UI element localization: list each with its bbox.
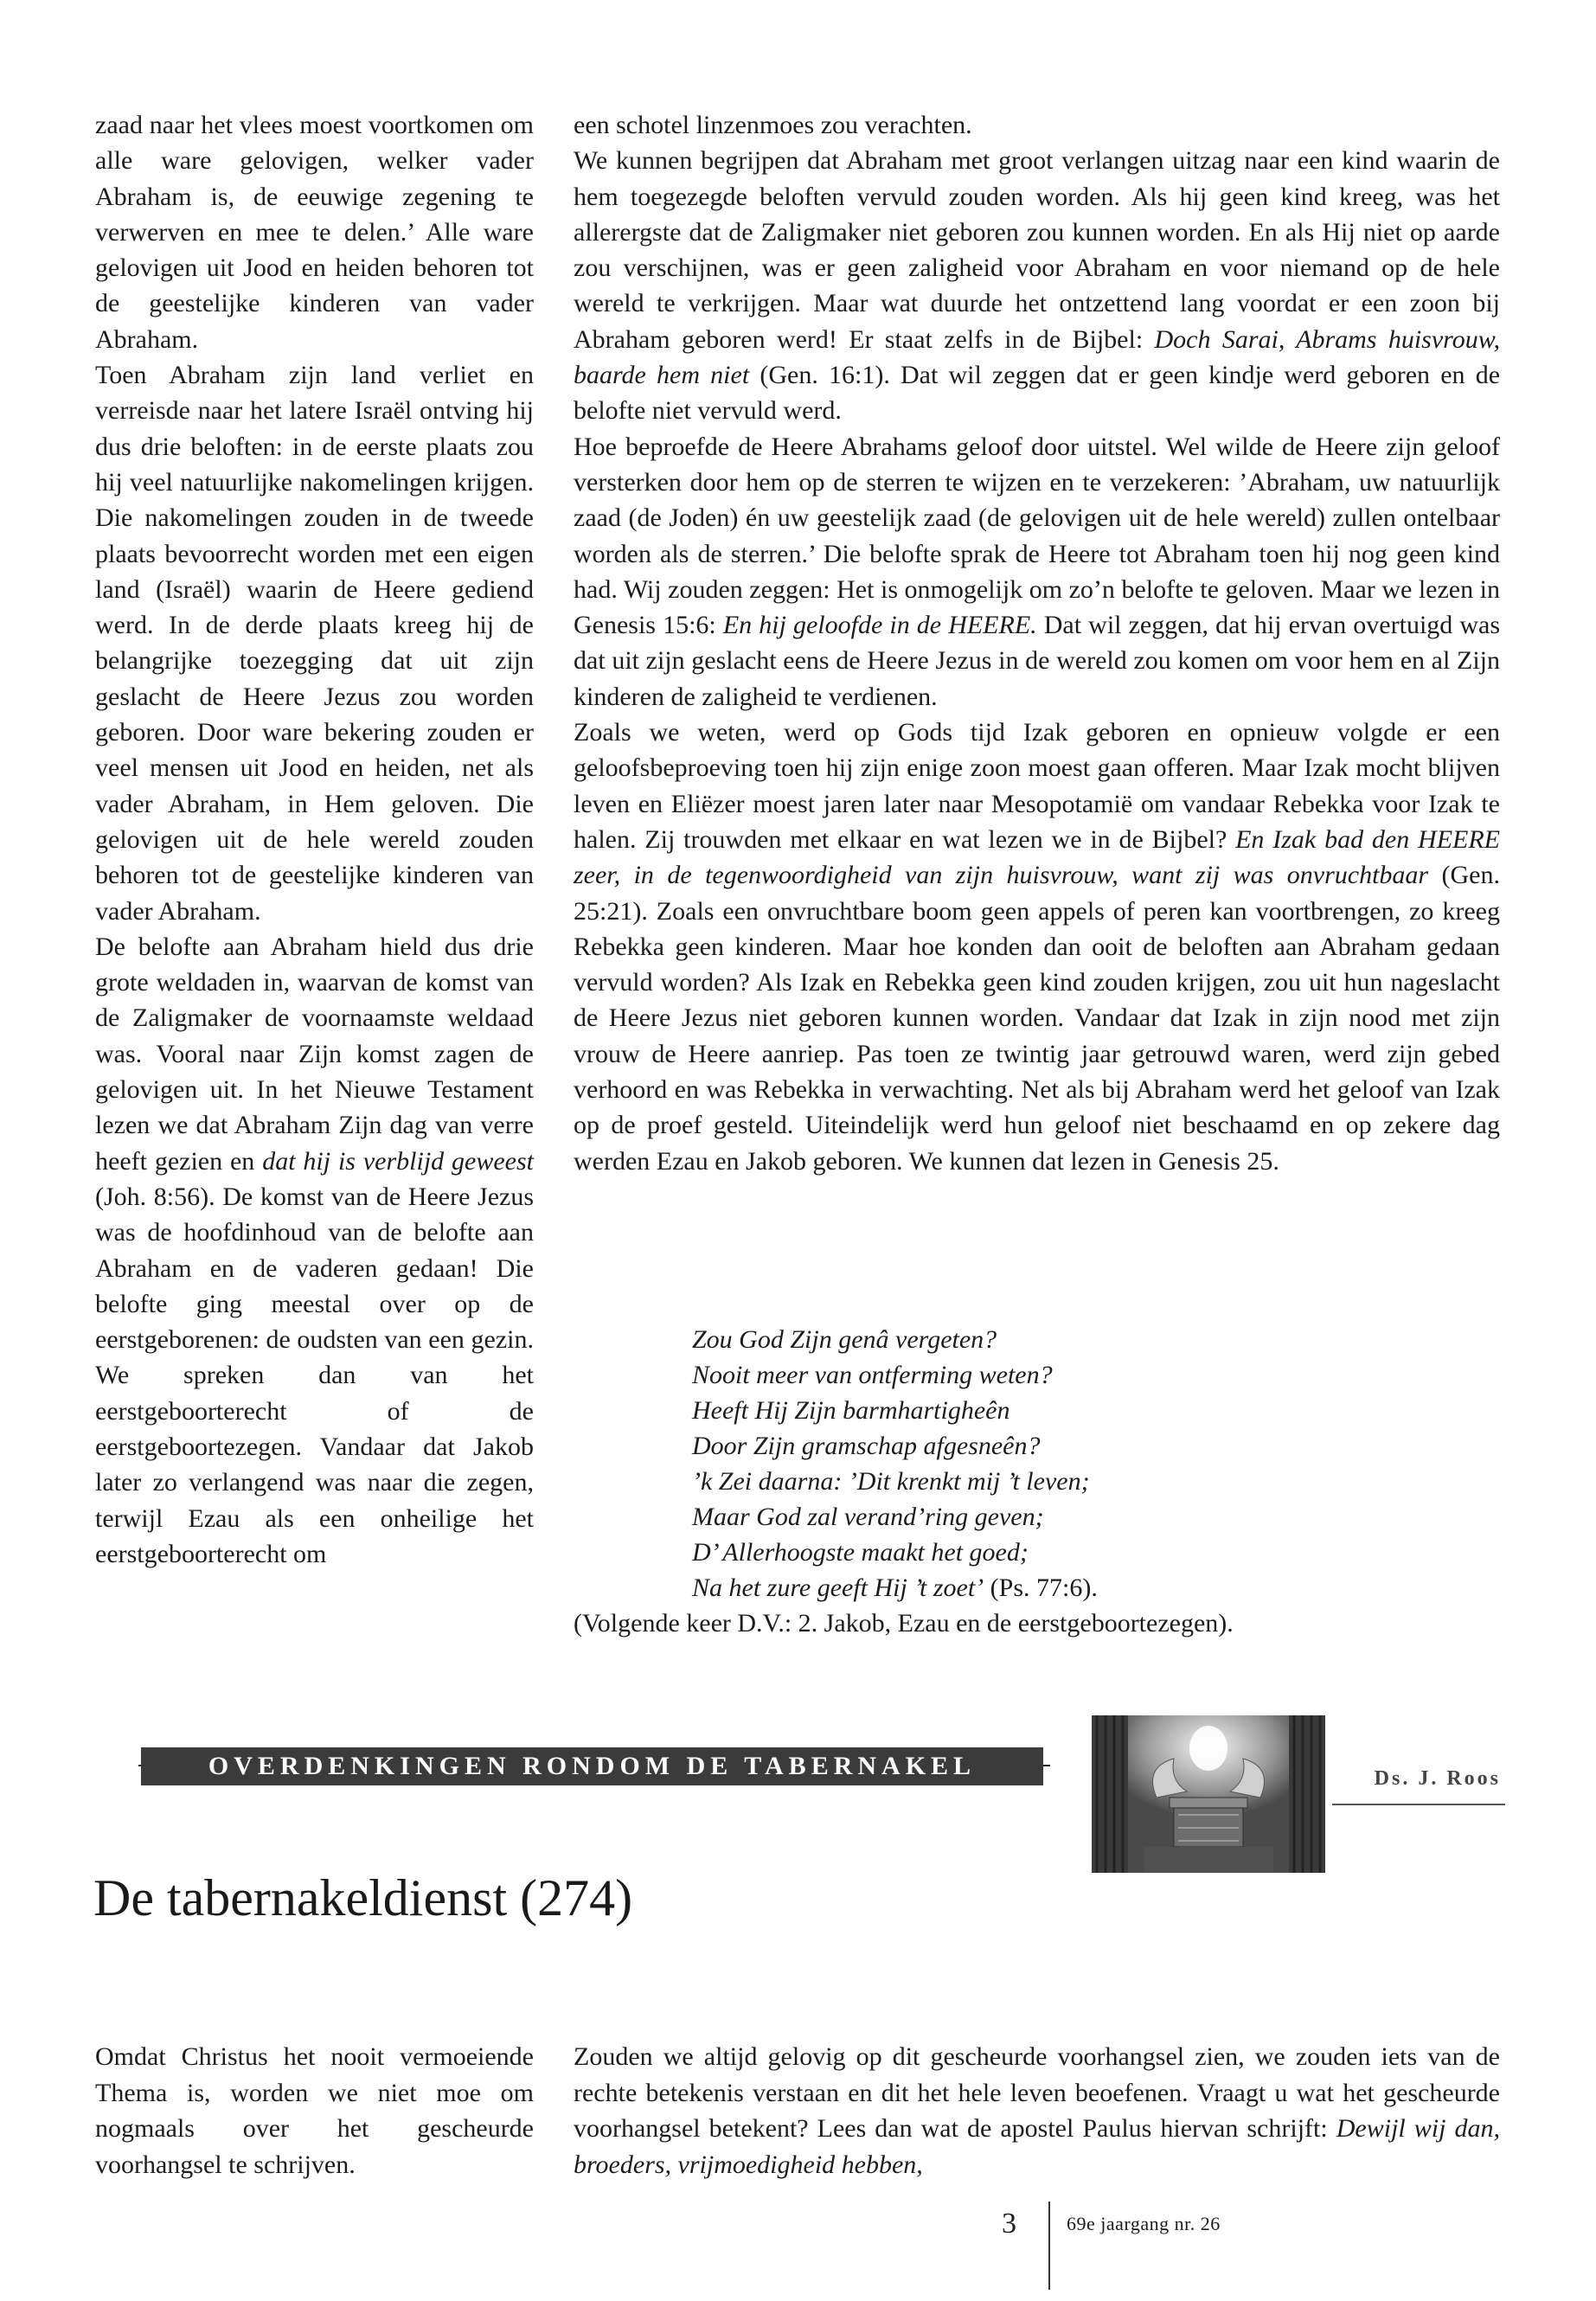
closing-note: (Volgende keer D.V.: 2. Jakob, Ezau en de eerstgeboortezegen). [574,1609,1234,1638]
author-byline: Ds. J. Roos [1374,1767,1501,1790]
paragraph: Hoe beproefde de Heere Abrahams geloof door uitstel. Wel wilde de Heere zijn geloof versterken door hem op de sterren te wijzen en te verzekeren: ’Abraham, uw natuurlijk zaad (de Joden) én uw geestelijk zaad (de gelovigen uit de hele wereld) zullen ontelbaar worden als de sterren.’ Die belofte sprak de Heere tot Abraham toen hij nog geen kind had. Wij zouden zeggen: Het is onmogelijk om zo’n belofte te geloven. Maar we lezen in Genesis 15:6: En hij geloofde in de HEERE. Dat wil zeggen, dat hij ervan overtuigd was dat uit zijn geslacht eens de Heere Jezus in de wereld zou komen om voor hem en al Zijn kinderen de zaligheid te verdienen. [574,432,1501,711]
paragraph: een schotel linzenmoes zou verachten. [574,111,972,139]
article-left-column [95,2039,534,2182]
page-number: 3 [1002,2208,1016,2240]
scripture-quote: En Izak bad den HEERE zeer, in de tegenwoordigheid van zijn huisvrouw, want zij was onvruchtbaar [574,824,1500,890]
paragraph: We kunnen begrijpen dat Abraham met groot verlangen uitzag naar een kind waarin de hem toegezegde beloften vervuld zouden worden. Als hij geen kind kreeg, was het allerergste dat de Zaligmaker niet geboren zou kunnen worden. En als Hij niet op aarde zou verschijnen, was er geen zaligheid voor Abraham en voor niemand op de hele wereld te verkrijgen. Maar wat duurde het ontzettend lang voordat er een zoon bij Abraham geboren werd! Er staat zelfs in de Bijbel: Doch Sarai, Abrams huisvrouw, baarde hem niet (Gen. 16:1). Dat wil zeggen dat er geen kindje werd geboren en de belofte niet vervuld werd. [574,146,1501,426]
footer-divider [1048,2202,1050,2290]
scripture-quote: En hij geloofde in de HEERE. [722,611,1037,640]
paragraph: Omdat Christus het nooit vermoeiende Thema is, worden we niet moe om nogmaals over het gescheurde voorhangsel te schrijven. [95,2042,534,2179]
poem-line: Na het zure geeft Hij ’t zoet’ (Ps. 77:6). [692,1574,1098,1602]
article-title: De tabernakeldienst (274) [93,1869,633,1926]
scripture-quote: Doch Sarai, Abrams huisvrouw, baarde hem niet [574,324,1500,390]
poem-line: Door Zijn gramschap afgesneên? [692,1432,1041,1460]
paragraph: Toen Abraham zijn land verliet en verreisde naar het latere Israël ontving hij dus drie beloften: in de eerste plaats zou hij veel natuurlijke nakomelingen krijgen. Die nakomelingen zouden in de tweede plaats bevoorrecht worden met een eigen land (Israël) waarin de Heere gediend werd. In de derde plaats kreeg hij de belangrijke toezegging dat uit zijn geslacht de Heere Jezus zou worden geboren. Door ware bekering zouden er veel mensen uit Jood en heiden, net als vader Abraham, in Hem geloven. Die gelovigen uit de hele wereld zouden behoren tot de geestelijke kinderen van vader Abraham. [95,361,534,926]
issue-label: 69e jaargang nr. 26 [1067,2213,1221,2234]
paragraph: Zoals we weten, werd op Gods tijd Izak geboren en opnieuw volgde er een geloofsbeproeving toen hij zijn enige zoon moest gaan offeren. Maar Izak mocht blijven leven en Eliëzer moest jaren later naar Mesopotamië om vandaar Rebekka voor Izak te halen. Zij trouwden met elkaar en wat lezen we in de Bijbel? En Izak bad den HEERE zeer, in de tegenwoordigheid van zijn huisvrouw, want zij was onvruchtbaar (Gen. 25:21). Zoals een onvruchtbare boom geen appels of peren kan voortbrengen, zo kreeg Rebekka geen kinderen. Maar hoe konden dan ooit de beloften aan Abraham gedaan vervuld worden? Als Izak en Rebekka geen kind zouden krijgen, zou uit hun nageslacht de Heere Jezus niet geboren kunnen worden. Vandaar dat Izak in zijn nood met zijn vrouw de Heere aanriep. Pas toen ze twintig jaar getrouwd waren, werd zijn gebed verhoord en was Rebekka in verwachting. Net als bij Abraham werd het geloof van Izak op de proef gesteld. Uiteindelijk werd hun geloof niet beschaamd en op zekere dag werden Ezau en Jakob geboren. We kunnen dat lezen in Genesis 25. [574,718,1501,1176]
right-column [574,107,1500,1179]
poem-line: ’k Zei daarna: ’Dit krenkt mij ’t leven; [692,1467,1090,1496]
tabernacle-ark-image [1092,1715,1325,1873]
author-rule [1332,1804,1505,1805]
left-column [95,107,534,1572]
scripture-quote: Dewijl wij dan, broeders, vrijmoedigheid hebben, [574,2114,1500,2179]
section-rubric: OVERDENKINGEN RONDOM DE TABERNAKEL [141,1747,1043,1785]
paragraph: Zouden we altijd gelovig op dit gescheurde voorhangsel zien, we zouden iets van de rechte betekenis verstaan en dit het hele leven beoefenen. Vraagt u wat het gescheurde voorhangsel betekent? Lees dan wat de apostel Paulus hiervan schrijft: Dewijl wij dan, broeders, vrijmoedigheid hebben, [574,2042,1500,2179]
psalm-reference: (Ps. 77:6). [984,1574,1098,1602]
poem-line: Heeft Hij Zijn barmhartigheên [692,1396,1010,1425]
poem-line: D’ Allerhoogste maakt het goed; [692,1538,1029,1567]
psalm-verse [692,1322,1098,1606]
poem-line: Zou God Zijn genâ vergeten? [692,1325,997,1354]
poem-line: Nooit meer van ontferming weten? [692,1361,1053,1389]
paragraph: De belofte aan Abraham hield dus drie grote weldaden in, waarvan de komst van de Zaligmaker de voornaamste weldaad was. Vooral naar Zijn komst zagen de gelovigen uit. In het Nieuwe Testament lezen we dat Abraham Zijn dag van verre heeft gezien en dat hij is verblijd geweest (Joh. 8:56). De komst van de Heere Jezus was de hoofdinhoud van de belofte aan Abraham en de vaderen gedaan! Die belofte ging meestal over op de eerstgeborenen: de oudsten van een gezin. We spreken dan van het eerstgeboorterecht of de eerstgeboortezegen. Vandaar dat Jakob later zo verlangend was naar die zegen, terwijl Ezau als een onheilige het eerstgeboorterecht om [95,932,535,1568]
poem-line: Maar God zal verand’ring geven; [692,1503,1044,1531]
paragraph: zaad naar het vlees moest voortkomen om alle ware gelovigen, welker vader Abraham is, de eeuwige zegening te verwerven en mee te delen.’ Alle ware gelovigen uit Jood en heiden behoren tot de geestelijke kinderen van vader Abraham. [95,111,534,354]
article-right-column [574,2039,1500,2182]
scripture-quote: dat hij is verblijd geweest [262,1146,535,1176]
